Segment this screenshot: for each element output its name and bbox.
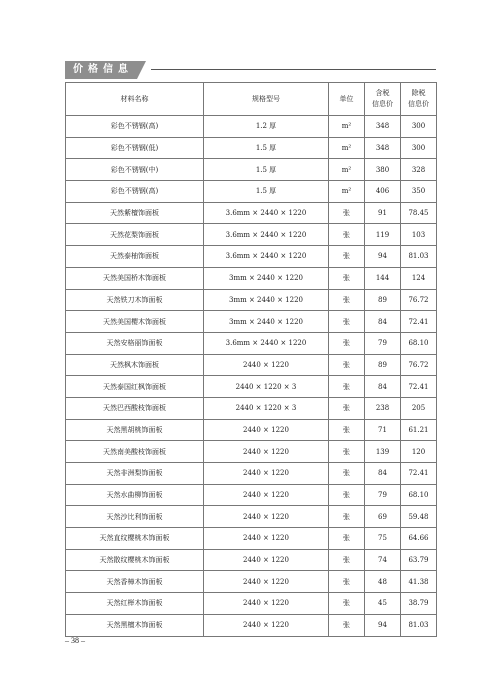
price-tax-incl-cell: 74 bbox=[365, 549, 401, 571]
price-tax-excl-cell: 38.79 bbox=[401, 593, 437, 615]
col-header-price-tax-excl-line2: 信息价 bbox=[408, 100, 429, 108]
unit-cell: 张 bbox=[329, 354, 365, 376]
col-header-price-tax-excl bbox=[401, 83, 437, 116]
price-tax-incl-cell: 139 bbox=[365, 441, 401, 463]
price-tax-incl-cell: 84 bbox=[365, 463, 401, 485]
price-tax-excl-cell: 63.79 bbox=[401, 549, 437, 571]
price-tax-incl-cell: 119 bbox=[365, 224, 401, 246]
price-tax-incl-cell: 89 bbox=[365, 289, 401, 311]
spec-cell: 1.5 厚 bbox=[204, 137, 329, 159]
spec-cell: 2440 × 1220 bbox=[204, 528, 329, 550]
unit-cell: 张 bbox=[329, 267, 365, 289]
material-name-cell: 天然紫檀饰面板 bbox=[66, 202, 204, 224]
price-tax-excl-cell: 300 bbox=[401, 137, 437, 159]
price-tax-incl-cell: 94 bbox=[365, 614, 401, 636]
material-name-cell: 彩色不锈钢(低) bbox=[66, 137, 204, 159]
spec-cell: 2440 × 1220 bbox=[204, 614, 329, 636]
table-row bbox=[66, 246, 437, 268]
price-tax-excl-cell: 76.72 bbox=[401, 289, 437, 311]
price-tax-incl-cell: 79 bbox=[365, 332, 401, 354]
table-row bbox=[66, 137, 437, 159]
spec-cell: 2440 × 1220 bbox=[204, 506, 329, 528]
table-row bbox=[66, 376, 437, 398]
price-tax-excl-cell: 328 bbox=[401, 159, 437, 181]
material-name-cell: 彩色不锈钢(中) bbox=[66, 159, 204, 181]
table-row bbox=[66, 397, 437, 419]
material-name-cell: 彩色不锈钢(高) bbox=[66, 116, 204, 138]
material-name-cell: 天然泰柚饰面板 bbox=[66, 246, 204, 268]
price-tax-incl-cell: 238 bbox=[365, 397, 401, 419]
spec-cell: 2440 × 1220 bbox=[204, 593, 329, 615]
unit-cell: 张 bbox=[329, 614, 365, 636]
table-row bbox=[66, 181, 437, 203]
price-tax-excl-cell: 61.21 bbox=[401, 419, 437, 441]
unit-cell: 张 bbox=[329, 484, 365, 506]
spec-cell: 3.6mm × 2440 × 1220 bbox=[204, 202, 329, 224]
price-tax-excl-cell: 350 bbox=[401, 181, 437, 203]
table-body bbox=[66, 116, 437, 637]
table-row bbox=[66, 614, 437, 636]
price-tax-excl-cell: 59.48 bbox=[401, 506, 437, 528]
unit-cell: 张 bbox=[329, 463, 365, 485]
spec-cell: 2440 × 1220 bbox=[204, 354, 329, 376]
material-name-cell: 天然香樟木饰面板 bbox=[66, 571, 204, 593]
price-tax-incl-cell: 45 bbox=[365, 593, 401, 615]
unit-cell: 张 bbox=[329, 376, 365, 398]
spec-cell: 3mm × 2440 × 1220 bbox=[204, 267, 329, 289]
price-tax-incl-cell: 48 bbox=[365, 571, 401, 593]
material-name-cell: 天然泰国红枫饰面板 bbox=[66, 376, 204, 398]
material-name-cell: 天然黑檀木饰面板 bbox=[66, 614, 204, 636]
spec-cell: 3mm × 2440 × 1220 bbox=[204, 289, 329, 311]
page-number: – 38 – bbox=[65, 636, 85, 645]
table-row bbox=[66, 571, 437, 593]
spec-cell: 3.6mm × 2440 × 1220 bbox=[204, 332, 329, 354]
material-name-cell: 天然黑胡桃饰面板 bbox=[66, 419, 204, 441]
col-header-price-tax-incl-line2: 信息价 bbox=[372, 100, 393, 108]
unit-cell: m² bbox=[329, 116, 365, 138]
spec-cell: 2440 × 1220 × 3 bbox=[204, 376, 329, 398]
section-header bbox=[65, 61, 436, 79]
unit-cell: m² bbox=[329, 159, 365, 181]
table-row bbox=[66, 116, 437, 138]
unit-cell: 张 bbox=[329, 528, 365, 550]
table-row bbox=[66, 332, 437, 354]
col-header-price-tax-incl bbox=[365, 83, 401, 116]
col-header-unit: 单位 bbox=[329, 83, 365, 116]
unit-cell: 张 bbox=[329, 332, 365, 354]
spec-cell: 2440 × 1220 × 3 bbox=[204, 397, 329, 419]
price-tax-excl-cell: 300 bbox=[401, 116, 437, 138]
price-tax-incl-cell: 84 bbox=[365, 376, 401, 398]
price-tax-excl-cell: 124 bbox=[401, 267, 437, 289]
material-name-cell: 天然枫木饰面板 bbox=[66, 354, 204, 376]
price-tax-excl-cell: 78.45 bbox=[401, 202, 437, 224]
col-header-spec: 规格型号 bbox=[204, 83, 329, 116]
spec-cell: 3mm × 2440 × 1220 bbox=[204, 311, 329, 333]
material-name-cell: 天然红榉木饰面板 bbox=[66, 593, 204, 615]
table-row bbox=[66, 311, 437, 333]
price-tax-incl-cell: 348 bbox=[365, 137, 401, 159]
price-table-container bbox=[65, 82, 436, 637]
price-tax-excl-cell: 103 bbox=[401, 224, 437, 246]
price-tax-excl-cell: 68.10 bbox=[401, 332, 437, 354]
price-table bbox=[65, 82, 437, 637]
unit-cell: 张 bbox=[329, 419, 365, 441]
unit-cell: 张 bbox=[329, 289, 365, 311]
spec-cell: 2440 × 1220 bbox=[204, 441, 329, 463]
price-tax-incl-cell: 84 bbox=[365, 311, 401, 333]
unit-cell: 张 bbox=[329, 571, 365, 593]
material-name-cell: 天然美国桥木饰面板 bbox=[66, 267, 204, 289]
price-tax-incl-cell: 348 bbox=[365, 116, 401, 138]
unit-cell: 张 bbox=[329, 397, 365, 419]
material-name-cell: 天然南美酸枝饰面板 bbox=[66, 441, 204, 463]
material-name-cell: 天然散纹樱桃木饰面板 bbox=[66, 549, 204, 571]
table-row bbox=[66, 549, 437, 571]
table-row bbox=[66, 224, 437, 246]
table-row bbox=[66, 159, 437, 181]
unit-cell: 张 bbox=[329, 202, 365, 224]
spec-cell: 2440 × 1220 bbox=[204, 571, 329, 593]
price-tax-incl-cell: 71 bbox=[365, 419, 401, 441]
unit-cell: 张 bbox=[329, 246, 365, 268]
table-header bbox=[66, 83, 437, 116]
material-name-cell: 天然沙比利饰面板 bbox=[66, 506, 204, 528]
spec-cell: 2440 × 1220 bbox=[204, 419, 329, 441]
spec-cell: 1.5 厚 bbox=[204, 181, 329, 203]
unit-cell: m² bbox=[329, 181, 365, 203]
price-tax-incl-cell: 406 bbox=[365, 181, 401, 203]
material-name-cell: 天然美国樱木饰面板 bbox=[66, 311, 204, 333]
unit-cell: 张 bbox=[329, 224, 365, 246]
material-name-cell: 天然铁刀木饰面板 bbox=[66, 289, 204, 311]
col-header-price-tax-incl-line1: 含税 bbox=[375, 89, 390, 97]
unit-cell: 张 bbox=[329, 593, 365, 615]
section-title: 价格信息 bbox=[65, 61, 137, 79]
price-tax-excl-cell: 72.41 bbox=[401, 463, 437, 485]
table-row bbox=[66, 593, 437, 615]
material-name-cell: 天然水曲柳饰面板 bbox=[66, 484, 204, 506]
material-name-cell: 天然非洲梨饰面板 bbox=[66, 463, 204, 485]
col-header-price-tax-excl-line1: 除税 bbox=[411, 89, 426, 97]
table-row bbox=[66, 484, 437, 506]
table-row bbox=[66, 289, 437, 311]
price-tax-excl-cell: 72.41 bbox=[401, 376, 437, 398]
spec-cell: 2440 × 1220 bbox=[204, 484, 329, 506]
material-name-cell: 天然安格丽饰面板 bbox=[66, 332, 204, 354]
price-tax-excl-cell: 41.38 bbox=[401, 571, 437, 593]
spec-cell: 1.2 厚 bbox=[204, 116, 329, 138]
unit-cell: m² bbox=[329, 137, 365, 159]
price-tax-incl-cell: 144 bbox=[365, 267, 401, 289]
spec-cell: 3.6mm × 2440 × 1220 bbox=[204, 246, 329, 268]
price-tax-incl-cell: 69 bbox=[365, 506, 401, 528]
price-tax-incl-cell: 380 bbox=[365, 159, 401, 181]
col-header-name: 材料名称 bbox=[66, 83, 204, 116]
table-row bbox=[66, 202, 437, 224]
material-name-cell: 天然巴西酸枝饰面板 bbox=[66, 397, 204, 419]
unit-cell: 张 bbox=[329, 506, 365, 528]
table-row bbox=[66, 528, 437, 550]
price-tax-excl-cell: 81.03 bbox=[401, 246, 437, 268]
price-tax-excl-cell: 81.03 bbox=[401, 614, 437, 636]
spec-cell: 3.6mm × 2440 × 1220 bbox=[204, 224, 329, 246]
material-name-cell: 天然直纹樱桃木饰面板 bbox=[66, 528, 204, 550]
price-tax-excl-cell: 68.10 bbox=[401, 484, 437, 506]
material-name-cell: 彩色不锈钢(高) bbox=[66, 181, 204, 203]
spec-cell: 2440 × 1220 bbox=[204, 549, 329, 571]
unit-cell: 张 bbox=[329, 311, 365, 333]
spec-cell: 2440 × 1220 bbox=[204, 463, 329, 485]
material-name-cell: 天然花梨饰面板 bbox=[66, 224, 204, 246]
price-tax-incl-cell: 75 bbox=[365, 528, 401, 550]
table-row bbox=[66, 267, 437, 289]
price-tax-excl-cell: 76.72 bbox=[401, 354, 437, 376]
table-row bbox=[66, 506, 437, 528]
price-tax-excl-cell: 64.66 bbox=[401, 528, 437, 550]
section-divider bbox=[151, 69, 436, 70]
table-row bbox=[66, 354, 437, 376]
price-tax-incl-cell: 91 bbox=[365, 202, 401, 224]
price-tax-excl-cell: 120 bbox=[401, 441, 437, 463]
spec-cell: 1.5 厚 bbox=[204, 159, 329, 181]
table-row bbox=[66, 441, 437, 463]
price-tax-excl-cell: 205 bbox=[401, 397, 437, 419]
price-tax-incl-cell: 79 bbox=[365, 484, 401, 506]
price-tax-incl-cell: 94 bbox=[365, 246, 401, 268]
price-tax-incl-cell: 89 bbox=[365, 354, 401, 376]
unit-cell: 张 bbox=[329, 441, 365, 463]
table-row bbox=[66, 463, 437, 485]
price-tax-excl-cell: 72.41 bbox=[401, 311, 437, 333]
table-row bbox=[66, 419, 437, 441]
unit-cell: 张 bbox=[329, 549, 365, 571]
